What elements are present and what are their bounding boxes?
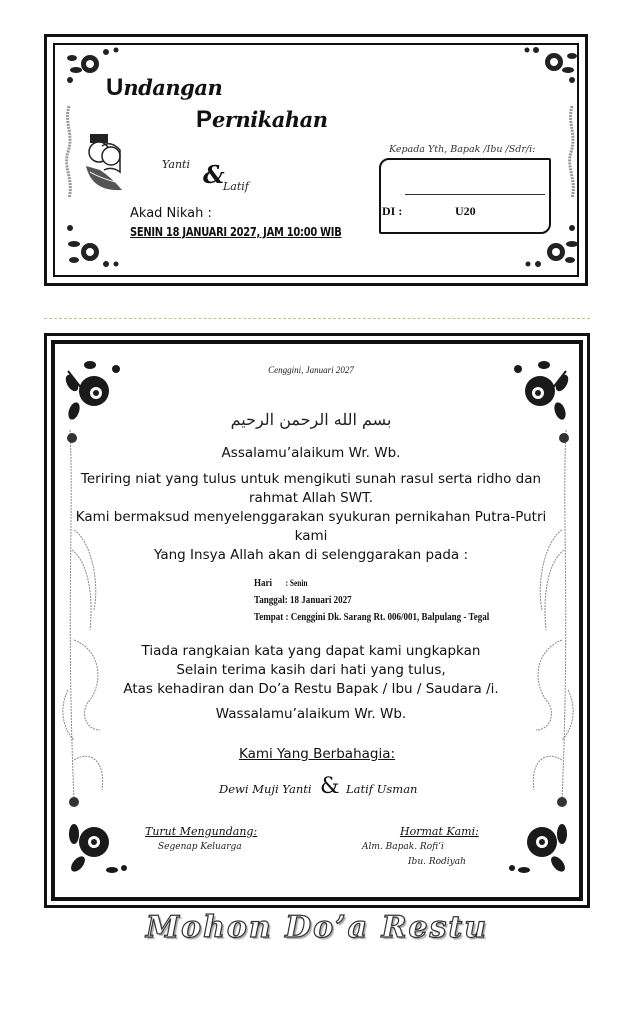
bride-full-name: Dewi Muji Yanti: [219, 782, 312, 796]
co-inviter-heading: Turut Mengundang:: [145, 825, 258, 838]
title-word-pernikahan: ernikahan: [212, 107, 328, 132]
paragraph-line: Kami bermaksud menyelenggarakan syukuran pernikahan Putra-Putri: [75, 509, 547, 525]
place-date: Cenggini, Januari 2027: [268, 365, 354, 375]
title-word-undangan: ndangan: [123, 75, 223, 100]
closing-line: Tiada rangkaian kata yang dapat kami ungkapkan: [141, 643, 481, 659]
flower-ornament-icon: [60, 222, 124, 272]
host-line-1: Alm. Bapak. Rofi’i: [362, 842, 444, 852]
akad-datetime: SENIN 18 JANUARI 2027, JAM 10:00 WIB: [130, 224, 342, 239]
vine-ornament-icon: [62, 104, 76, 200]
greeting: Assalamu’alaikum Wr. Wb.: [221, 445, 401, 461]
place-value: : Cenggini Dk. Sarang Rt. 006/001, Balpulang - Tegal: [285, 611, 490, 623]
invitation-paragraph: [60, 470, 562, 565]
date-value: : 18 Januari 2027: [284, 594, 352, 606]
flower-ornament-icon: [522, 42, 582, 84]
couple-illustration-icon: [82, 132, 128, 196]
detail-date: [254, 592, 489, 609]
envelope-title-line2: [196, 106, 328, 134]
paragraph-line: rahmat Allah SWT.: [248, 490, 374, 506]
ampersand-small: &: [203, 160, 225, 189]
host-line-2: Ibu. Rodiyah: [408, 857, 466, 867]
groom-full-name: Latif Usman: [346, 782, 418, 796]
cut-line-divider: [44, 318, 590, 319]
blessing-script-title: Mohon Do’a Restu: [145, 910, 489, 945]
address-box: [379, 158, 551, 234]
event-details: [254, 575, 489, 626]
co-inviter-value: Segenap Keluarga: [158, 842, 242, 852]
recipient-name-line[interactable]: [405, 194, 545, 195]
address-code: U20: [455, 204, 476, 218]
vine-ornament-icon: [565, 104, 579, 200]
envelope-title-line1: [106, 74, 222, 102]
title-initial-u: U: [106, 74, 124, 101]
day-label: Hari: [254, 577, 273, 589]
bismillah-calligraphy: بسم الله الرحمن الرحيم: [230, 410, 392, 429]
paragraph-line: Yang Insya Allah akan di selenggarakan pada :: [153, 547, 469, 563]
rose-ornament-icon: [60, 812, 132, 882]
host-heading: Hormat Kami:: [400, 825, 479, 838]
recipient-label: Kepada Yth, Bapak /Ibu /Sdr/i:: [389, 144, 536, 155]
place-label: Tempat: [254, 611, 284, 623]
detail-day: [254, 575, 489, 592]
closing-line: Selain terima kasih dari hati yang tulus,: [176, 662, 446, 678]
paragraph-line: kami: [294, 528, 328, 544]
groom-short-name: Latif: [223, 180, 249, 193]
date-label: Tanggal: [254, 594, 285, 606]
address-prefix: DI :: [382, 204, 403, 218]
ampersand-large: &: [320, 774, 340, 799]
akad-label: Akad Nikah :: [130, 206, 212, 221]
paragraph-line: Teriring niat yang tulus untuk mengikuti sunah rasul serta ridho dan: [80, 471, 542, 487]
day-value: : Senin: [285, 578, 308, 588]
rose-ornament-icon: [504, 812, 576, 882]
closing-line: Atas kehadiran dan Do’a Restu Bapak / Ibu / Saudara /i.: [123, 681, 499, 697]
bride-short-name: Yanti: [162, 158, 190, 171]
farewell: Wassalamu’alaikum Wr. Wb.: [215, 706, 407, 722]
title-initial-p: P: [196, 106, 213, 133]
detail-place: [254, 609, 489, 626]
happy-heading: Kami Yang Berbahagia:: [238, 746, 396, 762]
closing-paragraph: [60, 642, 562, 699]
